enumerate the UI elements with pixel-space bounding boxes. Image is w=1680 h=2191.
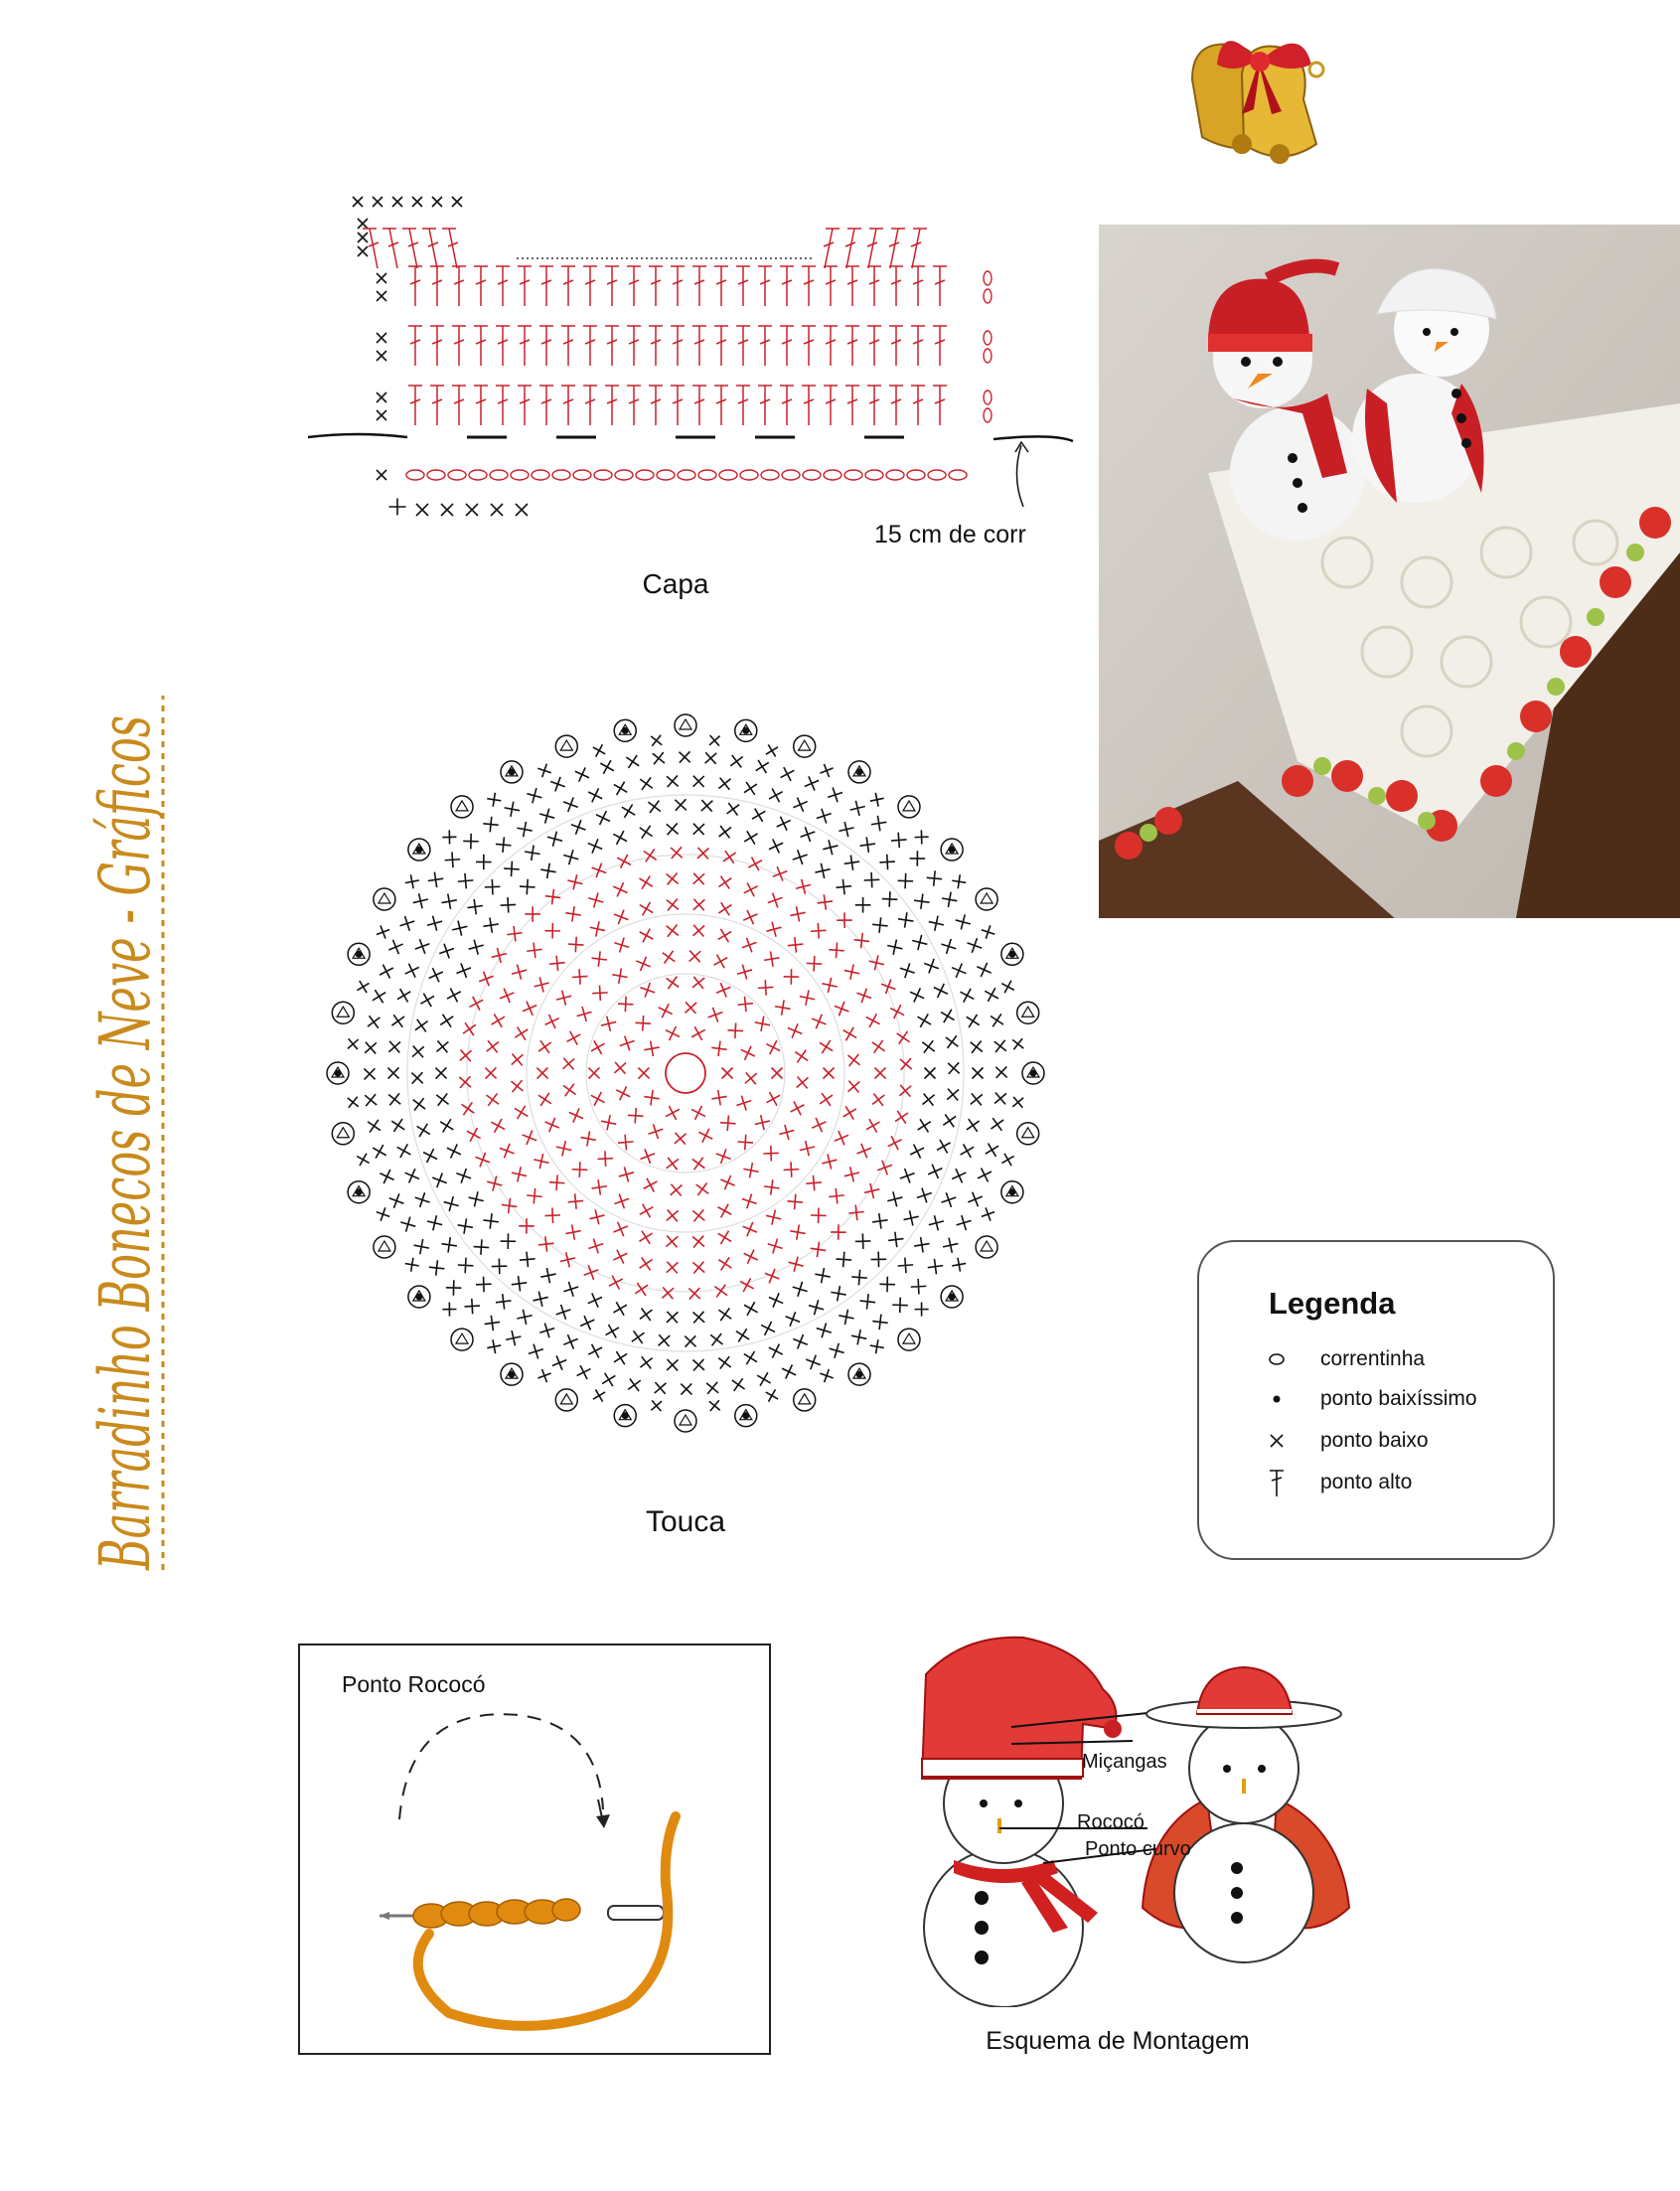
rococo-illustration	[300, 1645, 769, 2053]
page-title	[60, 686, 179, 1580]
christmas-bells-icon	[1162, 20, 1351, 199]
montagem-label-micangas: Miçangas	[1082, 1751, 1167, 1773]
tall-stitch-icon	[1259, 1465, 1295, 1500]
montagem-caption: Esquema de Montagem	[986, 2027, 1250, 2055]
legend-item-dot: ponto baixíssimo	[1259, 1381, 1537, 1417]
rococo-box	[298, 1643, 771, 2055]
rococo-title: Ponto Rococó	[342, 1671, 486, 1697]
chain-icon	[1259, 1341, 1295, 1377]
capa-note: 15 cm de corr	[874, 521, 1026, 548]
legend-item-tall: ponto alto	[1259, 1465, 1537, 1500]
capa-chart	[298, 179, 1093, 537]
legend-title: Legenda	[1269, 1286, 1396, 1321]
touca-caption: Touca	[645, 1505, 726, 1538]
cross-icon	[1259, 1423, 1295, 1459]
dot-icon	[1259, 1381, 1295, 1417]
snowmen-photo	[1099, 225, 1680, 918]
capa-caption: Capa	[642, 568, 709, 599]
svg-text:Barradinho Bonecos de Neve - G: Barradinho Bonecos de Neve - Gráficos	[84, 686, 166, 1570]
montagem-label-ponto-curvo: Ponto curvo	[1085, 1838, 1191, 1860]
legend	[1197, 1240, 1555, 1560]
montagem-label-rococo: Rococó	[1077, 1811, 1145, 1833]
legend-item-cross: ponto baixo	[1259, 1423, 1537, 1459]
legend-item-chain: correntinha	[1259, 1341, 1537, 1377]
touca-chart	[288, 676, 1083, 1471]
